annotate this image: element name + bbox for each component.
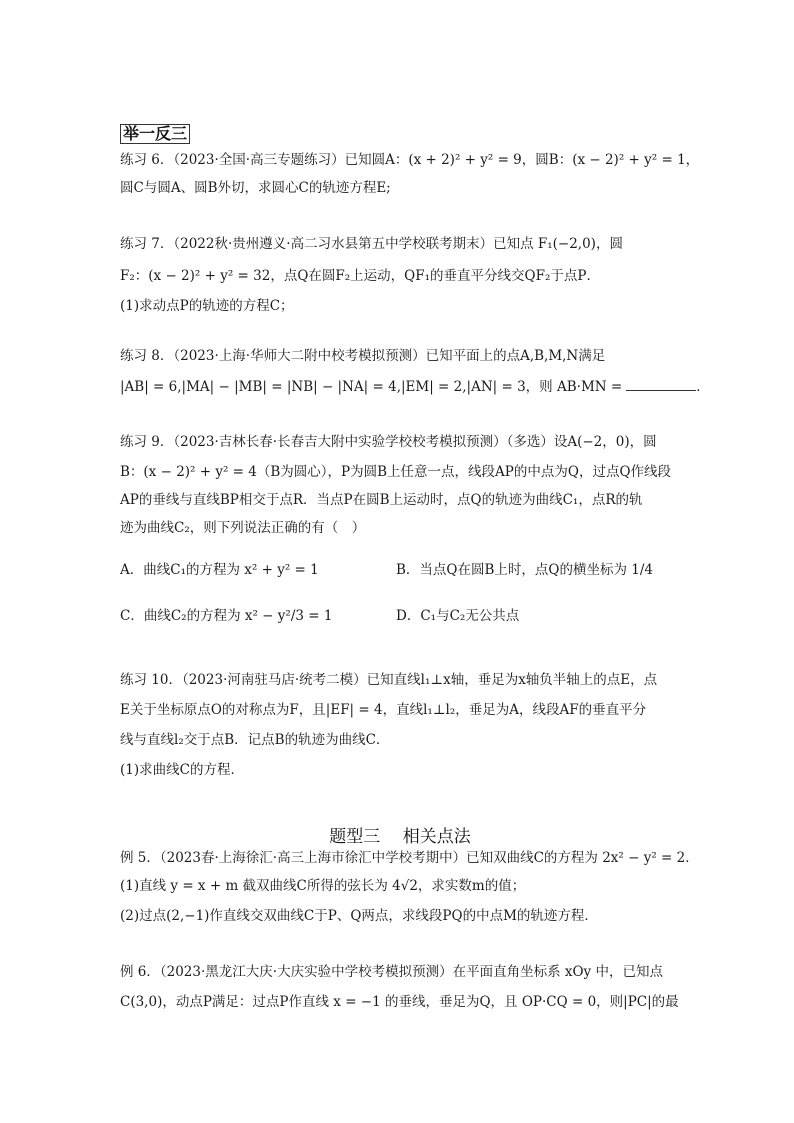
exercise-10-line-3: 线与直线l₂交于点B．记点B的轨迹为曲线C．: [120, 732, 390, 748]
answer-blank: [626, 376, 696, 391]
exercise-8-condition: |AB| = 6,|MA| − |MB| = |NB| − |NA| = 4,|EM| = 2,|AN| = 3，则 AB·MN =: [120, 379, 623, 395]
example-6-line-1: 例 6．（2023·黑龙江大庆·大庆实验中学校考模拟预测）在平面直角坐标系 xOy 中，已知点: [120, 964, 663, 980]
exercise-8-line-2: [120, 376, 710, 397]
example-5-line-3: (2)过点(2,−1)作直线交双曲线C于P、Q两点，求线段PQ的中点M的轨迹方程．: [120, 908, 598, 924]
section-title: 题型三 相关点法: [329, 827, 471, 847]
exercise-10-line-4: (1)求曲线C的方程．: [120, 762, 244, 778]
exercise-9-line-4: 迹为曲线C₂，则下列说法正确的有（ ）: [120, 520, 366, 536]
exercise-9-line-2: B：(x − 2)² + y² = 4（B为圆心），P为圆B上任意一点，线段AP的中点为Q，过点Q作线段: [120, 464, 672, 480]
exercise-8-line-1: 练习 8．（2023·上海·华师大二附中校考模拟预测）已知平面上的点A,B,M,N满足: [120, 348, 606, 364]
exercise-9-line-1: 练习 9．（2023·吉林长春·长春吉大附中实验学校校考模拟预测）（多选）设A(−2，0)，圆: [120, 434, 657, 450]
exercise-10-line-1: 练习 10．（2023·河南驻马店·统考二模）已知直线l₁⊥x轴，垂足为x轴负半轴上的点E，点: [120, 672, 658, 688]
exercise-7-line-1: 练习 7．（2022秋·贵州遵义·高二习水县第五中学校联考期末）已知点 F₁(−2,0)，圆: [120, 236, 623, 252]
exercise-7-line-2: F₂：(x − 2)² + y² = 32，点Q在圆F₂上运动，QF₁的垂直平分线交QF₂于点P．: [120, 268, 600, 284]
exercise-6-line-1: 练习 6．（2023·全国·高三专题练习）已知圆A：(x + 2)² + y² = 9，圆B：(x − 2)² + y² = 1，: [120, 152, 700, 168]
exercise-9-line-3: AP的垂线与直线BP相交于点R．当点P在圆B上运动时，点Q的轨迹为曲线C₁，点R的轨: [120, 492, 643, 508]
example-5-line-2: (1)直线 y = x + m 截双曲线C所得的弦长为 4√2，求实数m的值；: [120, 878, 526, 894]
exercise-10-line-2: E关于坐标原点O的对称点为F，且|EF| = 4，直线l₁⊥l₂，垂足为A，线段AF的垂直平分: [120, 702, 647, 718]
exercise-9-option-c: C．曲线C₂的方程为 x² − y²/3 = 1: [120, 608, 333, 624]
example-5-line-1: 例 5．（2023春·上海徐汇·高三上海市徐汇中学校考期中）已知双曲线C的方程为 2x² − y² = 2．: [120, 850, 699, 866]
exercise-9-option-a: A．曲线C₁的方程为 x² + y² = 1: [120, 562, 319, 578]
exercise-6-line-2: 圆C与圆A、圆B外切，求圆心C的轨迹方程E;: [120, 180, 391, 196]
section-badge: 举一反三: [120, 124, 190, 144]
exercise-7-line-3: (1)求动点P的轨迹的方程C；: [120, 298, 294, 314]
exercise-8-end: ．: [696, 379, 710, 395]
exercise-9-option-d: D．C₁与C₂无公共点: [396, 608, 520, 624]
exercise-9-option-b: B．当点Q在圆B上时，点Q的横坐标为 1/4: [396, 562, 653, 578]
example-6-line-2: C(3,0)，动点P满足：过点P作直线 x = −1 的垂线，垂足为Q，且 OP·CQ = 0，则|PC|的最: [120, 994, 679, 1010]
